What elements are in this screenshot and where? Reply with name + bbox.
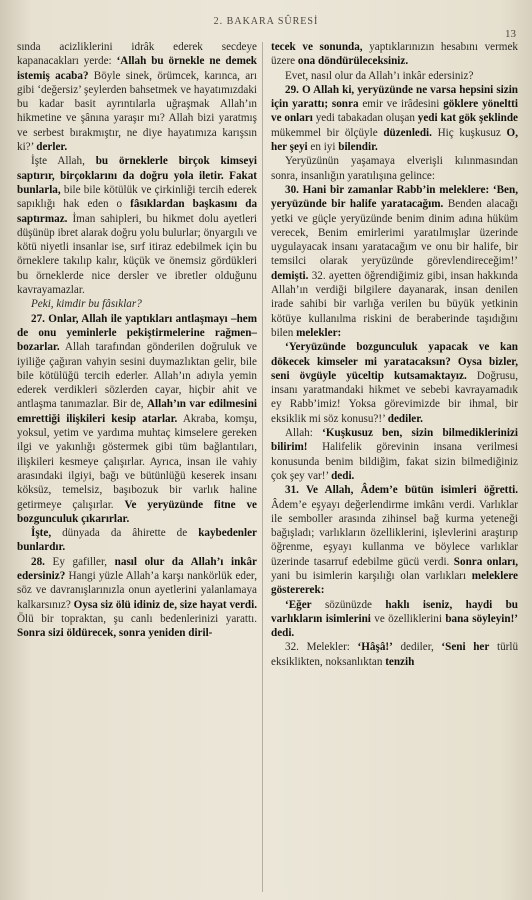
paragraph <box>17 526 257 555</box>
commentary-text: Ey gafiller, <box>44 555 115 568</box>
commentary-text: Ölü bir topraktan, şu canlı bedenlerinizi yarattı. <box>17 612 257 625</box>
commentary-text: yaptıklarınızın hesabını vermek üzere <box>271 41 518 68</box>
verse-text-bold: ona döndürüleceksiniz. <box>297 55 409 68</box>
verse-text-bold: dedi. <box>331 469 355 482</box>
verse-text-bold: bilendir. <box>338 141 378 154</box>
commentary-text: Allah tarafından gönderilen doğruluk ve iyiliğe çağıran vahyin sesini duymazlıktan gelir, bile bile kötülüğü tercih ederler. Allah’ın adıyla yemin ederek verdikleri sözlerden cayar, hiçbir ahit ve antlaşma tanımazlar. Bir de, <box>17 341 257 411</box>
commentary-text: İşte Allah, <box>31 155 96 168</box>
commentary-text: Allah: <box>285 427 323 440</box>
verse-text-bold: Oysa siz ölü idiniz de, size hayat verdi. <box>73 598 257 611</box>
paragraph <box>271 640 518 669</box>
paragraph <box>271 340 518 426</box>
verse-text-bold: dediler. <box>387 412 423 425</box>
left-text-column <box>17 40 257 640</box>
commentary-text: İman sahipleri, bu hikmet dolu ayetleri düşünüp ibret alarak doğru yolu bulurlar; önyargılı ve kötü niyetli insanlar ise, sırf itiraz edebilmek için bu örneklere takılıp kalır, küçük ve önemsiz gördükleri bu örneklerde nice dersler ve ibretler olduğunu kavrayamazlar. <box>17 212 257 297</box>
verse-text-bold: 29. O Allah ki, yeryüzünde ne varsa hepsini sizin için yarattı; sonra <box>271 83 518 111</box>
commentary-text: Benden alacağı yetki ve güçle yeryüzünde benim dinim adına hüküm verecek, Benim emirlerimi yaratılmışlar üzerinde uygulayacak insanı yaratacağım ve onu bir halife, bir temsilci olarak yeryüzünde görevlendireceğim!’ <box>271 198 518 268</box>
verse-text-bold: Ve yeryüzünde fitne ve bozgunculuk çıkarırlar. <box>17 498 257 525</box>
verse-text-bold: haklı iseniz, haydi bu varlıkların isimlerini <box>271 598 518 625</box>
verse-text-bold: düzenledi. <box>383 126 432 139</box>
verse-text-bold: bana söyleyin!’ dedi. <box>271 612 518 640</box>
right-text-column <box>271 40 518 669</box>
verse-text-bold: yedi kat gök şeklinde <box>417 112 518 125</box>
verse-text-bold: göklere yöneltti ve onları <box>271 98 518 125</box>
commentary-text: yani bu isimlerin karşılığı olan varlıkları <box>271 569 472 582</box>
column-divider <box>262 42 263 892</box>
commentary-text: Hiç kuşkusuz <box>431 126 507 139</box>
verse-text-bold: ‘Kuşkusuz ben, sizin bilmediklerinizi bilirim! <box>271 427 518 454</box>
verse-text-bold: 28. <box>31 555 45 568</box>
commentary-text: yedi tabakadan oluşan <box>312 112 418 125</box>
commentary-text: dediler, <box>392 641 442 654</box>
paragraph <box>271 40 518 69</box>
italic-text: Peki, kimdir bu fâsıklar? <box>31 298 142 311</box>
paragraph <box>17 154 257 297</box>
paragraph <box>271 598 518 641</box>
commentary-text: dünyada da âhirette de <box>51 527 199 540</box>
paragraph <box>17 555 257 641</box>
commentary-text: Akraba, komşu, yoksul, yetim ve yardıma muhtaç kimselere gereken ilgi ve yakınlığı göstermek gibi tüm bağlantıları, ilişkileri kesmeye çalışırlar. Ayrıca, insan ile vahiy arasındaki ilgiyi, bağı ve bütünlüğü keserek insanı köksüz, temelsiz, başıbozuk bir varlık haline getirmeye çalışırlar. <box>17 412 257 511</box>
commentary-text: en iyi <box>307 141 339 154</box>
verse-text-bold: tecek ve sonunda, <box>271 41 363 53</box>
commentary-text: mükemmel bir ölçüyle <box>271 126 384 139</box>
running-header: 2. BAKARA SÛRESİ <box>213 16 319 27</box>
paragraph <box>271 183 518 340</box>
commentary-text: emir ve irâdesini <box>358 98 444 111</box>
verse-text-bold: ‘Eğer <box>285 598 312 611</box>
commentary-text: sözünüzde <box>311 598 386 611</box>
verse-text-bold: kaybedenler bunlardır. <box>17 527 257 554</box>
paragraph <box>17 40 257 154</box>
paragraph <box>271 69 518 83</box>
verse-text-bold: İşte, <box>31 527 52 540</box>
verse-text-bold: 31. Ve Allah, Âdem’e bütün isimleri öğretti. <box>285 484 518 497</box>
commentary-text: türlü eksiklikten, noksanlıktan <box>271 641 519 668</box>
commentary-text: Yeryüzünün yaşamaya elverişli kılınmasından sonra, insanlığın yaratılışına gelince: <box>271 155 518 182</box>
paragraph <box>17 297 257 311</box>
verse-text-bold: 30. Hani bir zamanlar Rabb’in meleklere: ‘Ben, yeryüzünde bir halife yaratacağım. <box>271 183 518 211</box>
verse-text-bold: nasıl olur da Allah’ı inkâr edersiniz? <box>17 555 257 582</box>
commentary-text: Âdem’e eşyayı değerlendirme imkânı verdi. Varlıklar ile semboller arasında zihinsel bağ kurma yeteneği bağışladı; varlıkların özelliklerini, işlevlerini araştırıp öğrenme, eşyayı kullanma ve böylece varlıklar üzerinde tasarruf edebilme gücü verdi. <box>271 498 518 568</box>
verse-text-bold: Sonra onları, <box>453 555 518 568</box>
commentary-text: Böyle sinek, örümcek, karınca, arı gibi ‘değersiz’ şeylerden bahsetmek ve hayatımızdaki bu kadar basit ayrıntılarla uğraşmak Allah’ın hikmetine ve şânına yaraşır mı? Allah bizi yaratmış ve serbest bırakmıştır, ne diye hayatımıza karışsın ki?’ <box>17 69 257 154</box>
verse-text-bold: melekler: <box>296 326 342 339</box>
paragraph <box>17 312 257 526</box>
page-number: 13 <box>505 28 516 40</box>
verse-text-bold: O, her şeyi <box>271 126 518 154</box>
paragraph <box>271 83 518 154</box>
paragraph <box>271 154 518 183</box>
paragraph <box>271 483 518 597</box>
verse-text-bold: ‘Seni her <box>441 641 490 654</box>
verse-text-bold: derler. <box>36 141 68 154</box>
verse-text-bold: fâsıklardan başkasını da saptırmaz. <box>17 198 258 225</box>
commentary-text: Doğrusu, insanı yaratmandaki hikmet ve sebebi kavrayamadık ey Rabb’imiz! Yoksa görevimizde bir ihmal, bir eksiklik mi söz konusu?!’ <box>271 369 518 425</box>
commentary-text: Evet, nasıl olur da Allah’ı inkâr edersiniz? <box>285 69 474 82</box>
commentary-text: bile bile kötülük ve çirkinliği tercih ederek sapıklığı hak eden o <box>17 183 257 211</box>
verse-text-bold: Sonra sizi öldürecek, sonra yeniden diril- <box>17 627 213 640</box>
commentary-text: Hangi yüzle Allah’a karşı nankörlük eder, söz ve davranışlarınızla onun ayetlerini yalanlamaya kalkarsınız? <box>17 569 257 611</box>
commentary-text: 32. ayetten öğrendiğimiz gibi, insan hakkında Allah’ın verdiği bilgilere dayanarak, insan denilen irade sahibi bir varlığa verilen bu büyük yetkinin kötüye kullanılma riskini de beraberinde taşıdığını bilen <box>271 269 518 339</box>
verse-text-bold: demişti. <box>271 269 309 282</box>
verse-text-bold: ‘Hâşâ!’ <box>357 641 393 654</box>
verse-text-bold: Allah’ın var edilmesini emrettiği ilişkileri kesip atarlar. <box>17 398 257 425</box>
verse-text-bold: meleklere göstererek: <box>271 569 518 597</box>
verse-text-bold: tenzih <box>385 655 415 668</box>
commentary-text: Halifelik görevinin insana verilmesi konusunda benim bildiğim, fakat sizin bilmediğiniz çok şey var!’ <box>271 441 518 482</box>
verse-text-bold: bu örneklerle birçok kimseyi saptırır, birçoklarını da doğru yola iletir. Fakat bunlarla, <box>17 155 258 196</box>
paragraph <box>271 426 518 483</box>
commentary-text: ve özelliklerini <box>370 612 446 625</box>
verse-text-bold: 27. Onlar, Allah ile yaptıkları antlaşmayı –hem de onu yeminlerle pekiştirmelerine rağmen– bozarlar. <box>17 312 257 354</box>
verse-text-bold: ‘Allah bu örnekle ne demek istemiş acaba? <box>17 55 257 82</box>
verse-text-bold: ‘Yeryüzünde bozgunculuk yapacak ve kan dökecek kimseler mi yaratacaksın? Oysa bizler, seni övgüyle yüceltip kutsamaktayız. <box>271 341 518 382</box>
commentary-text: 32. Melekler: <box>285 641 358 654</box>
commentary-text: sında acizliklerini idrâk ederek secdeye kapanacakları yerde: <box>17 41 257 68</box>
